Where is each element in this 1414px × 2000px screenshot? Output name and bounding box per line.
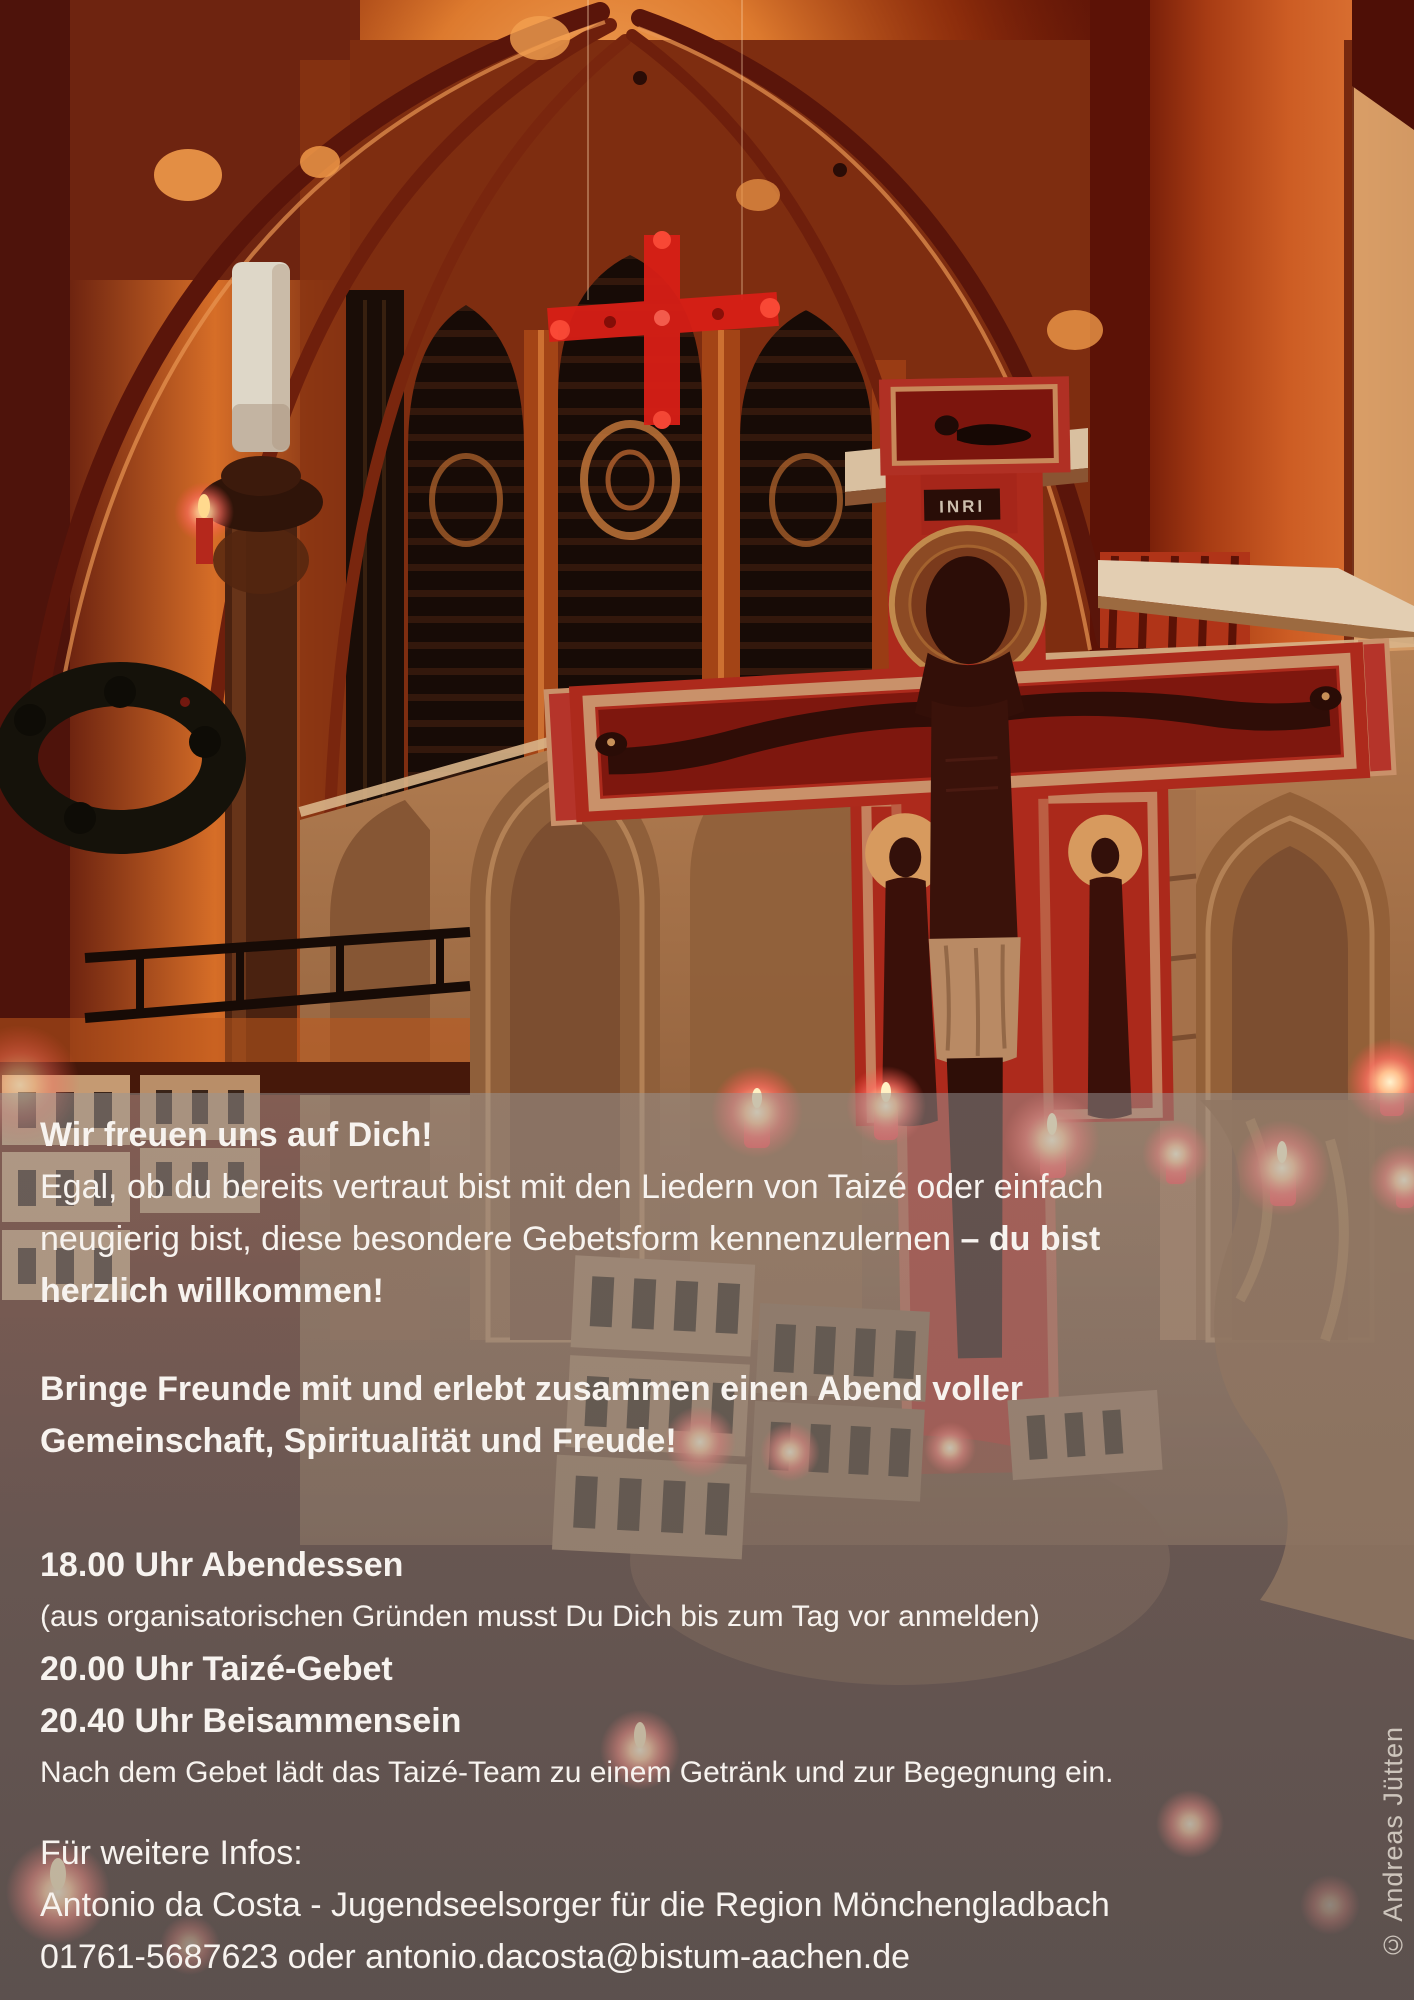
text-overlay-panel [0,1093,1414,2000]
inri-plaque-label: INRI [938,496,986,517]
welcome-line-3-regular: neugierig bist, diese besondere Gebetsform kennenzulernen [40,1220,961,1258]
schedule-item-gathering: 20.40 Uhr Beisammensein [40,1702,462,1740]
contact-intro: Für weitere Infos: [40,1834,303,1872]
contact-details: 01761-5687623 oder antonio.dacosta@bistum-aachen.de [40,1938,911,1976]
welcome-heading: Wir freuen uns auf Dich! [40,1116,433,1154]
welcome-line-3 [40,1213,1380,1265]
schedule-item-dinner: 18.00 Uhr Abendessen [40,1546,404,1584]
invite-line-1: Bringe Freunde mit und erlebt zusammen einen Abend voller [40,1370,1024,1408]
schedule-dinner-note: (aus organisatorischen Gründen musst Du Dich bis zum Tag vor anmelden) [40,1600,1040,1633]
photo-credit: © Andreas Jütten [1378,1726,1408,1960]
welcome-line-3-bold: – du bist [960,1220,1101,1258]
schedule-item-prayer: 20.00 Uhr Taizé-Gebet [40,1650,393,1688]
welcome-line-4: herzlich willkommen! [40,1272,384,1310]
invite-line-2: Gemeinschaft, Spiritualität und Freude! [40,1422,677,1460]
schedule-gathering-note: Nach dem Gebet lädt das Taizé-Team zu einem Getränk und zur Begegnung ein. [40,1756,1114,1789]
welcome-line-2: Egal, ob du bereits vertraut bist mit den Liedern von Taizé oder einfach [40,1168,1104,1206]
contact-person: Antonio da Costa - Jugendseelsorger für die Region Mönchengladbach [40,1886,1110,1924]
